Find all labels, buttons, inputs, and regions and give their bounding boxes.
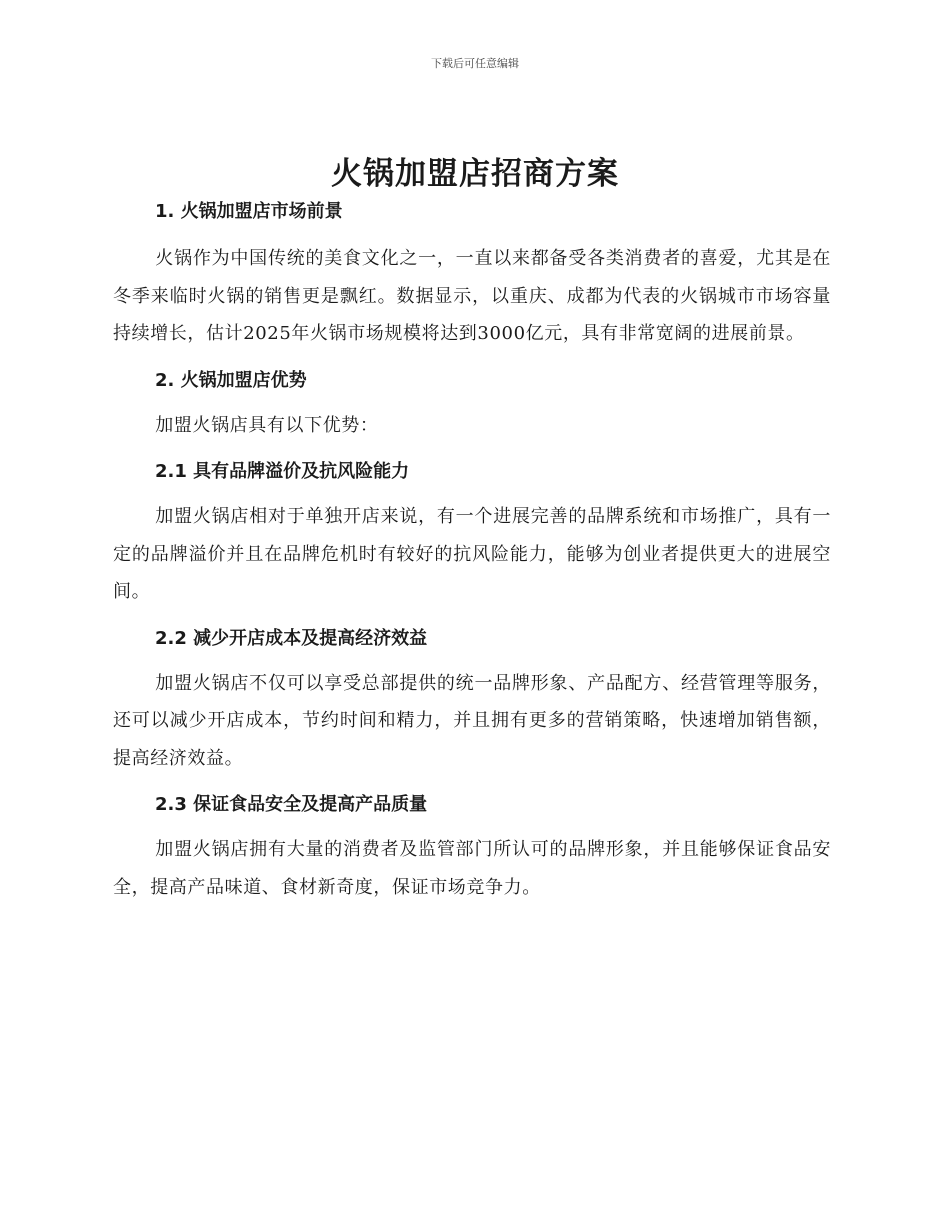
- section-heading-advantages: 2. 火锅加盟店优势: [155, 369, 307, 391]
- section-paragraph-food-safety: 加盟火锅店拥有大量的消费者及监管部门所认可的品牌形象，并且能够保证食品安全，提高产品味道、食材新奇度，保证市场竞争力。: [113, 839, 831, 898]
- section-paragraph-cost-reduction: 加盟火锅店不仅可以享受总部提供的统一品牌形象、产品配方、经营管理等服务，还可以减少开店成本，节约时间和精力，并且拥有更多的营销策略，快速增加销售额，提高经济效益。: [113, 672, 831, 769]
- section-paragraph-market-outlook: 火锅作为中国传统的美食文化之一，一直以来都备受各类消费者的喜爱，尤其是在冬季来临时火锅的销售更是飘红。数据显示，以重庆、成都为代表的火锅城市市场容量持续增长，估计2025年火锅市场规模将达到3000亿元，具有非常宽阔的进展前景。: [113, 248, 831, 344]
- section-heading-food-safety: 2.3 保证食品安全及提高产品质量: [155, 794, 428, 815]
- section-paragraph-advantages: 加盟火锅店具有以下优势：: [155, 414, 379, 436]
- section-heading-market-outlook: 1. 火锅加盟店市场前景: [155, 201, 343, 222]
- document-body: [113, 198, 831, 906]
- section-heading-cost-reduction: 2.2 减少开店成本及提高经济效益: [155, 627, 428, 649]
- page-title: 火锅加盟店招商方案: [331, 156, 619, 192]
- section-paragraph-brand-premium: 加盟火锅店相对于单独开店来说，有一个进展完善的品牌系统和市场推广，具有一定的品牌溢价并且在品牌危机时有较好的抗风险能力，能够为创业者提供更大的进展空间。: [113, 506, 831, 602]
- header-note: 下载后可任意编辑: [431, 57, 519, 70]
- section-heading-brand-premium: 2.1 具有品牌溢价及抗风险能力: [155, 461, 410, 482]
